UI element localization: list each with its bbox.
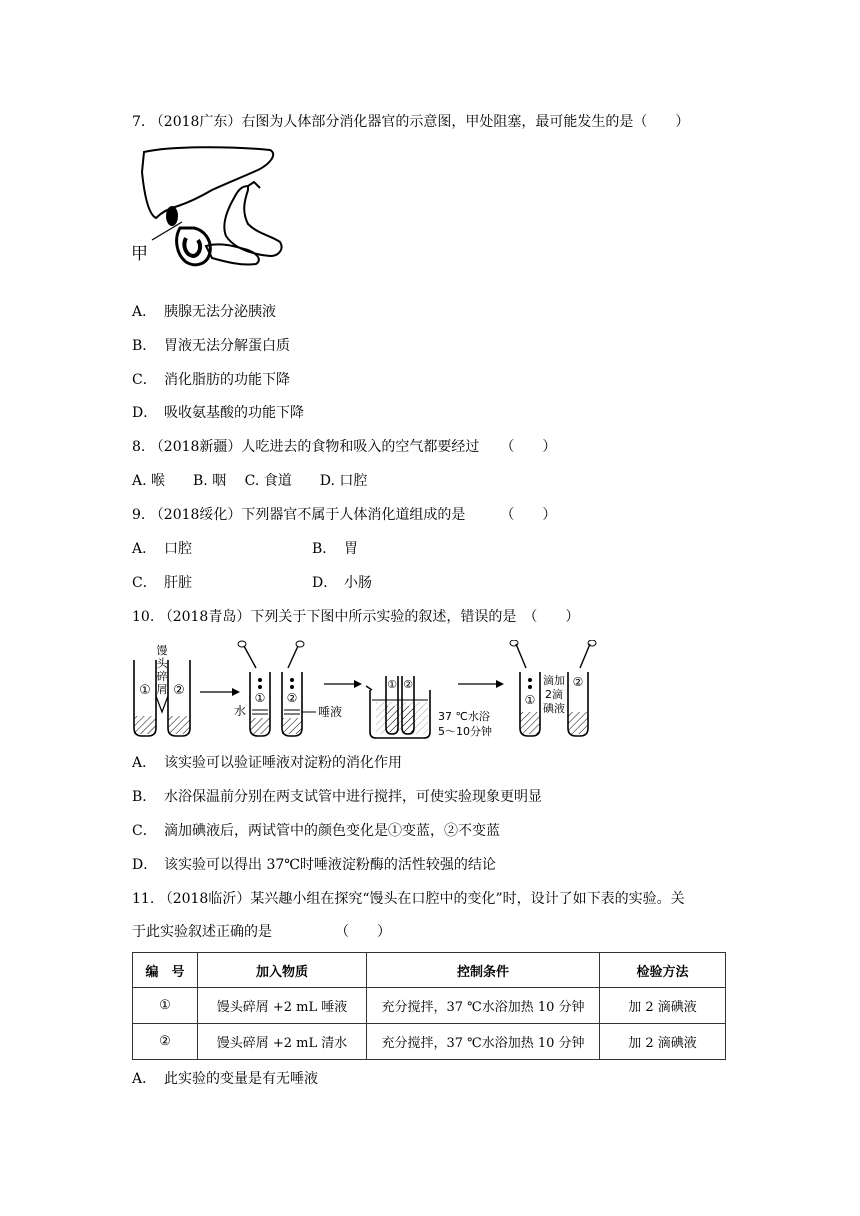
water-bath-temp-label: 37 ℃水浴 [438, 710, 490, 723]
table-cell: 馒头碎屑 +2 mL 清水 [198, 1024, 367, 1060]
figure-label-jia: 甲 [131, 244, 148, 264]
arrow-3 [458, 680, 504, 688]
option-label: B． [132, 789, 157, 805]
option-label: A． [132, 541, 157, 557]
table-row [133, 988, 726, 1024]
table-cell: 充分搅拌，37 ℃水浴加热 10 分钟 [367, 1024, 600, 1060]
table-header-cell: 控制条件 [367, 953, 600, 988]
pancreas-shape [206, 244, 259, 264]
option-label: D． [132, 405, 158, 421]
question-10-stem: 10. （2018青岛）下列关于下图中所示实验的叙述，错误的是 （ ） [132, 609, 580, 625]
q10-option-b[interactable] [132, 787, 542, 807]
q7-option-a[interactable] [132, 302, 276, 322]
q9-option-c[interactable] [132, 573, 192, 593]
q9-option-b[interactable] [312, 539, 358, 559]
stage3-tube1-label: ① [387, 678, 397, 691]
table-cell: 充分搅拌，37 ℃水浴加热 10 分钟 [367, 988, 600, 1024]
option-text: 胃液无法分解蛋白质 [164, 338, 290, 354]
option-label: B． [312, 541, 337, 557]
option-text: 肝脏 [164, 575, 192, 591]
drop-label-3: 碘液 [543, 702, 565, 715]
option-label: A． [132, 1071, 157, 1087]
q11-option-a[interactable] [132, 1069, 318, 1089]
saliva-label: 唾液 [318, 705, 343, 719]
stage4-tube2-label: ② [572, 675, 584, 689]
stage4-tube1-label: ① [524, 693, 536, 707]
q9-option-d[interactable] [312, 573, 372, 593]
option-text: 该实验可以验证唾液对淀粉的消化作用 [164, 755, 402, 771]
question-7-stem: 7. （2018广东）右图为人体部分消化器官的示意图，甲处阻塞，最可能发生的是（ ） [132, 114, 690, 130]
option-label: C． [132, 575, 157, 591]
q10-option-c[interactable] [132, 821, 500, 841]
table-cell: ① [133, 988, 198, 1024]
stage1-tubes [134, 643, 190, 736]
stage2-tube2-label: ② [286, 691, 298, 705]
option-label: C． [132, 372, 157, 388]
stage2-tubes [234, 641, 342, 736]
q10-option-d[interactable] [132, 855, 496, 875]
table-cell: ② [133, 1024, 198, 1060]
gallbladder-shape [166, 206, 178, 226]
experiment-figure [128, 640, 628, 742]
q7-option-c[interactable] [132, 370, 290, 390]
table-cell: 加 2 滴碘液 [600, 988, 726, 1024]
stage4-tubes [510, 640, 596, 736]
mantou-char-1: 馒 [156, 644, 168, 657]
option-text: 水浴保温前分别在两支试管中进行搅拌，可使实验现象更明显 [164, 789, 542, 805]
experiment-table [132, 952, 726, 1060]
question-11-stem-line1: 11. （2018临沂）某兴趣小组在探究“馒头在口腔中的变化”时，设计了如下表的实验。关 [132, 891, 685, 907]
q7-option-b[interactable] [132, 336, 290, 356]
table-header-row [133, 953, 726, 988]
tube1-label: ① [139, 683, 151, 698]
question-11-stem-line2: 于此实验叙述正确的是 （ ） [132, 924, 391, 940]
option-text: 该实验可以得出 37℃时唾液淀粉酶的活性较强的结论 [164, 857, 496, 873]
question-9-stem: 9. （2018绥化）下列器官不属于人体消化道组成的是 （ ） [132, 507, 557, 523]
option-label: D． [132, 857, 158, 873]
stage3-tube2-label: ② [403, 678, 413, 691]
option-label: B． [132, 338, 157, 354]
digestive-organs-figure [130, 142, 290, 272]
table-cell: 加 2 滴碘液 [600, 1024, 726, 1060]
option-text: 消化脂肪的功能下降 [164, 372, 290, 388]
mantou-char-3: 碎 [156, 670, 168, 683]
option-text: 胰腺无法分泌胰液 [164, 304, 276, 320]
option-text: 胃 [344, 541, 358, 557]
water-bath-time-label: 5～10分钟 [438, 725, 492, 738]
q10-option-a[interactable] [132, 753, 402, 773]
arrow-1 [200, 688, 240, 696]
option-text: 口腔 [164, 541, 192, 557]
table-header-cell: 检验方法 [600, 953, 726, 988]
table-cell: 馒头碎屑 +2 mL 唾液 [198, 988, 367, 1024]
table-header-cell: 编 号 [133, 953, 198, 988]
arrow-2 [324, 680, 362, 688]
option-label: A． [132, 755, 157, 771]
q9-option-a[interactable] [132, 539, 192, 559]
option-text: 小肠 [344, 575, 372, 591]
water-label: 水 [233, 704, 246, 718]
option-label: D． [312, 575, 338, 591]
stage3-water-bath [366, 676, 430, 738]
stage2-tube1-label: ① [254, 691, 266, 705]
table-header-cell: 加入物质 [198, 953, 367, 988]
option-text: 此实验的变量是有无唾液 [164, 1071, 318, 1087]
mantou-char-4: 屑 [156, 683, 168, 696]
option-label: A． [132, 304, 157, 320]
option-text: 吸收氨基酸的功能下降 [164, 405, 304, 421]
tube2-label: ② [173, 683, 185, 698]
option-text: 滴加碘液后，两试管中的颜色变化是①变蓝，②不变蓝 [164, 823, 500, 839]
q7-option-d[interactable] [132, 403, 304, 423]
drop-label-1: 滴加 [543, 674, 565, 687]
q8-options[interactable]: A. 喉 B. 咽 C. 食道 D. 口腔 [132, 473, 368, 489]
mantou-char-2: 头 [156, 657, 168, 670]
question-8-stem: 8. （2018新疆）人吃进去的食物和吸入的空气都要经过 （ ） [132, 439, 557, 455]
table-row [133, 1024, 726, 1060]
drop-label-2: 2滴 [545, 688, 563, 701]
option-label: C． [132, 823, 157, 839]
